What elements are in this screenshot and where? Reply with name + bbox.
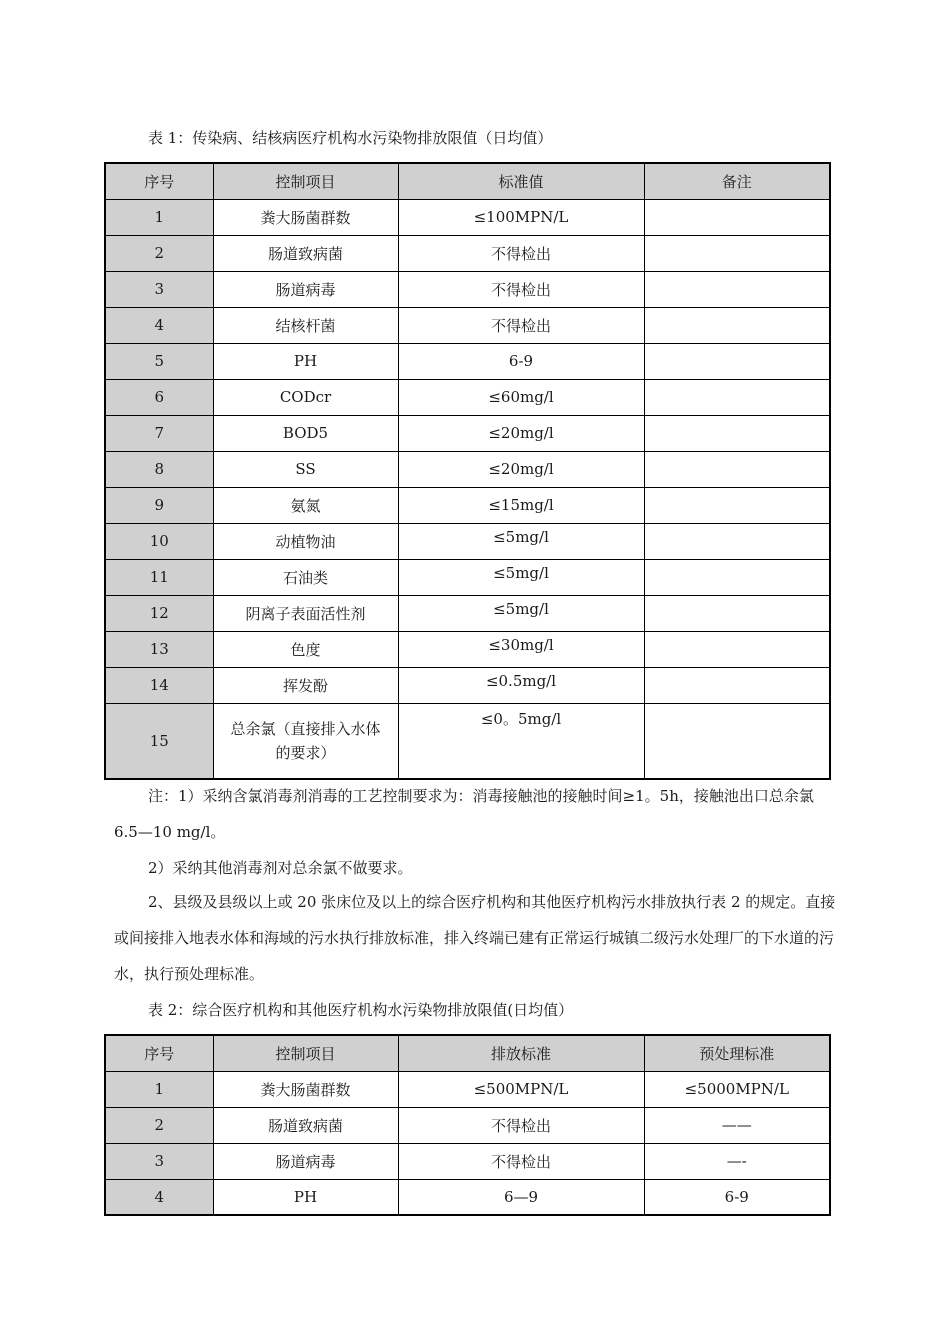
cell-value: 不得检出 (398, 235, 644, 271)
cell-remark (644, 631, 830, 667)
cell-seq: 15 (105, 703, 213, 779)
cell-remark (644, 559, 830, 595)
header-discharge-standard: 排放标准 (398, 1035, 644, 1071)
cell-remark (644, 415, 830, 451)
table-row (105, 451, 830, 487)
table-row (105, 199, 830, 235)
cell-value: ≤5mg/l (398, 523, 644, 559)
cell-item: 动植物油 (213, 523, 398, 559)
paragraph-2: 2、县级及县级以上或 20 张床位及以上的综合医疗机构和其他医疗机构污水排放执行表 2 的规定。直接或间接排入地表水体和海域的污水执行排放标准，排入终端已建有正常运行城镇二级污水处理厂的下水道的污水，执行预处理标准。 (114, 893, 836, 983)
cell-value: ≤60mg/l (398, 379, 644, 415)
table-row (105, 559, 830, 595)
cell-value: ≤20mg/l (398, 451, 644, 487)
cell-item: 肠道致病菌 (213, 1107, 398, 1143)
cell-value: 不得检出 (398, 1107, 644, 1143)
cell-item: 石油类 (213, 559, 398, 595)
table2-caption: 表 2：综合医疗机构和其他医疗机构水污染物排放限值(日均值） (148, 1001, 574, 1019)
cell-value: 不得检出 (398, 271, 644, 307)
cell-value: ≤100MPN/L (398, 199, 644, 235)
table-row (105, 703, 830, 779)
cell-remark (644, 307, 830, 343)
cell-seq: 7 (105, 415, 213, 451)
cell-pretreatment: 6-9 (644, 1179, 830, 1215)
cell-remark (644, 199, 830, 235)
cell-remark (644, 487, 830, 523)
table-row (105, 523, 830, 559)
cell-seq: 3 (105, 1143, 213, 1179)
table-row (105, 415, 830, 451)
cell-value: ≤500MPN/L (398, 1071, 644, 1107)
cell-seq: 13 (105, 631, 213, 667)
cell-remark (644, 235, 830, 271)
cell-value: ≤5mg/l (398, 595, 644, 631)
cell-item: 肠道病毒 (213, 271, 398, 307)
cell-seq: 14 (105, 667, 213, 703)
header-seq: 序号 (105, 163, 213, 199)
cell-remark (644, 595, 830, 631)
cell-item: PH (213, 343, 398, 379)
cell-value: 不得检出 (398, 1143, 644, 1179)
table-row (105, 667, 830, 703)
header-seq: 序号 (105, 1035, 213, 1071)
cell-seq: 3 (105, 271, 213, 307)
table-row (105, 1071, 830, 1107)
cell-seq: 6 (105, 379, 213, 415)
table-row (105, 1143, 830, 1179)
cell-item: 结核杆菌 (213, 307, 398, 343)
header-pretreatment-standard: 预处理标准 (644, 1035, 830, 1071)
cell-seq: 4 (105, 1179, 213, 1215)
cell-item: 阴离子表面活性剂 (213, 595, 398, 631)
table2 (104, 1034, 831, 1216)
cell-remark (644, 271, 830, 307)
cell-seq: 4 (105, 307, 213, 343)
cell-value: ≤20mg/l (398, 415, 644, 451)
cell-remark (644, 451, 830, 487)
cell-item: SS (213, 451, 398, 487)
cell-item: 肠道致病菌 (213, 235, 398, 271)
cell-pretreatment: —— (644, 1107, 830, 1143)
cell-value: ≤5mg/l (398, 559, 644, 595)
table-row (105, 487, 830, 523)
table-row (105, 631, 830, 667)
cell-item: 粪大肠菌群数 (213, 1071, 398, 1107)
cell-value: 6—9 (398, 1179, 644, 1215)
cell-seq: 12 (105, 595, 213, 631)
note-1: 注：1）采纳含氯消毒剂消毒的工艺控制要求为：消毒接触池的接触时间≥1。5h，接触池出口总余氯 6.5—10 mg/l。 (114, 787, 814, 841)
cell-remark (644, 667, 830, 703)
cell-seq: 8 (105, 451, 213, 487)
cell-item: 总余氯（直接排入水体的要求） (213, 703, 398, 779)
cell-pretreatment: —- (644, 1143, 830, 1179)
cell-item: 色度 (213, 631, 398, 667)
table1 (104, 162, 831, 780)
table2-header-row (105, 1035, 830, 1071)
cell-seq: 10 (105, 523, 213, 559)
cell-seq: 1 (105, 1071, 213, 1107)
table-row (105, 271, 830, 307)
cell-value: ≤0.5mg/l (398, 667, 644, 703)
note-2: 2）采纳其他消毒剂对总余氯不做要求。 (148, 859, 413, 877)
cell-item: 肠道病毒 (213, 1143, 398, 1179)
cell-value: 不得检出 (398, 307, 644, 343)
cell-item: CODcr (213, 379, 398, 415)
cell-item: 粪大肠菌群数 (213, 199, 398, 235)
table-row (105, 379, 830, 415)
cell-remark (644, 523, 830, 559)
cell-remark (644, 703, 830, 779)
cell-remark (644, 379, 830, 415)
header-remark: 备注 (644, 163, 830, 199)
cell-seq: 11 (105, 559, 213, 595)
cell-item: BOD5 (213, 415, 398, 451)
cell-seq: 5 (105, 343, 213, 379)
cell-value: ≤0。5mg/l (398, 703, 644, 779)
table-row (105, 343, 830, 379)
table-row (105, 1107, 830, 1143)
cell-seq: 2 (105, 1107, 213, 1143)
cell-seq: 1 (105, 199, 213, 235)
header-standard: 标准值 (398, 163, 644, 199)
header-item: 控制项目 (213, 163, 398, 199)
table-row (105, 595, 830, 631)
table1-header-row (105, 163, 830, 199)
table-row (105, 235, 830, 271)
table-row (105, 1179, 830, 1215)
cell-item: 挥发酚 (213, 667, 398, 703)
cell-value: ≤15mg/l (398, 487, 644, 523)
table1-caption: 表 1：传染病、结核病医疗机构水污染物排放限值（日均值） (148, 129, 553, 147)
cell-item: 氨氮 (213, 487, 398, 523)
header-item: 控制项目 (213, 1035, 398, 1071)
cell-seq: 9 (105, 487, 213, 523)
cell-item: PH (213, 1179, 398, 1215)
cell-remark (644, 343, 830, 379)
table-row (105, 307, 830, 343)
cell-pretreatment: ≤5000MPN/L (644, 1071, 830, 1107)
cell-value: ≤30mg/l (398, 631, 644, 667)
cell-seq: 2 (105, 235, 213, 271)
cell-value: 6-9 (398, 343, 644, 379)
